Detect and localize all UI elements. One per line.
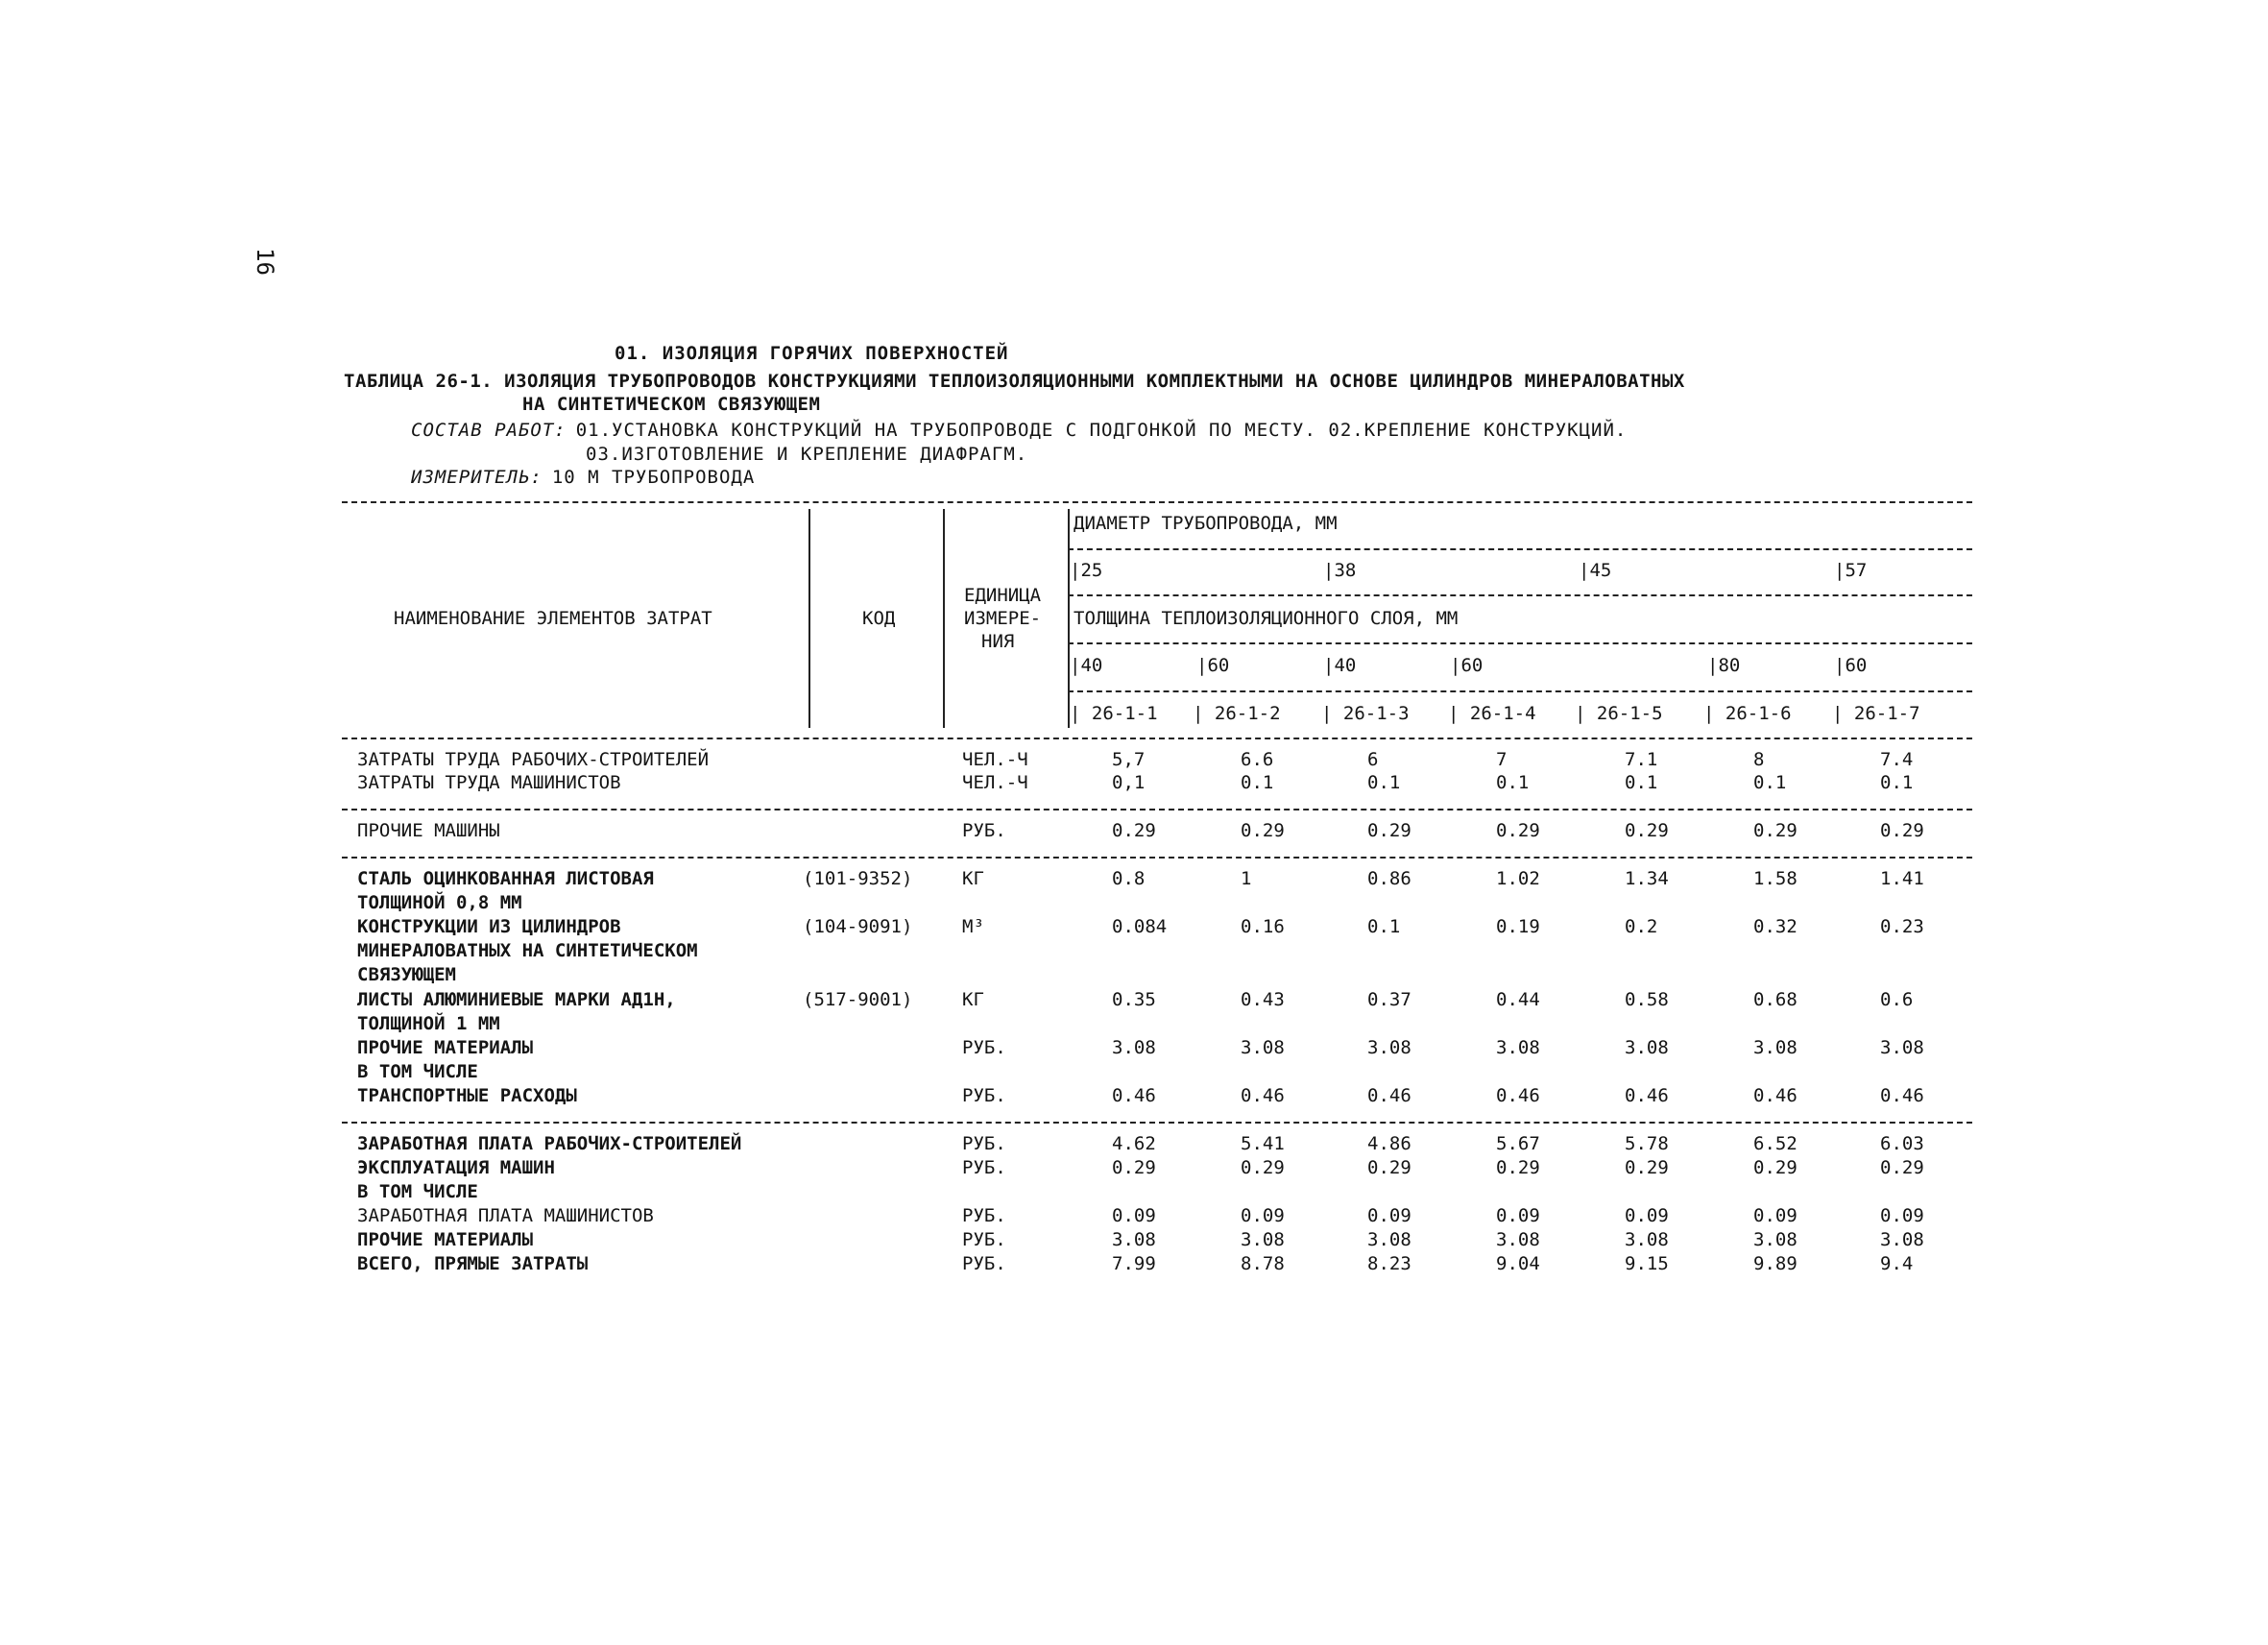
- measurement-label: ИЗМЕРИТЕЛЬ:: [411, 467, 543, 488]
- cost-value: 0.29: [1625, 1157, 1669, 1178]
- cost-value: 0.29: [1367, 1157, 1411, 1178]
- table-title-continuation: НА СИНТЕТИЧЕСКОМ СВЯЗУЮЩЕМ: [522, 394, 821, 415]
- cost-value: 3.08: [1496, 1037, 1540, 1058]
- resource-code: (101-9352): [803, 868, 913, 889]
- cost-value: 0.8: [1112, 868, 1146, 889]
- cost-value: 0.09: [1496, 1205, 1540, 1226]
- cost-value: 9.15: [1625, 1253, 1669, 1274]
- table-top-rule: [342, 501, 1972, 503]
- work-scope-text: 01.УСТАНОВКА КОНСТРУКЦИЙ НА ТРУБОПРОВОДЕ С ПОДГОНКОЙ ПО МЕСТУ. 02.КРЕПЛЕНИЕ КОНСТРУКЦИЙ.: [575, 420, 1628, 441]
- cost-value: 0.29: [1496, 820, 1540, 841]
- unit-of-measure: РУБ.: [962, 1133, 1006, 1154]
- cost-value: 0.29: [1367, 820, 1411, 841]
- cost-value: 0.46: [1496, 1085, 1540, 1106]
- cost-value: 4.62: [1112, 1133, 1156, 1154]
- column-divider: [943, 509, 945, 728]
- header-rule: [1068, 690, 1972, 692]
- section-rule: [342, 857, 1972, 859]
- cost-value: 0.46: [1753, 1085, 1798, 1106]
- header-diameter-value: |38: [1323, 560, 1357, 581]
- cost-value: 0.09: [1625, 1205, 1669, 1226]
- cost-value: 6.03: [1880, 1133, 1924, 1154]
- cost-item-name: ТРАНСПОРТНЫЕ РАСХОДЫ: [357, 1085, 577, 1106]
- cost-value: 0.1: [1241, 772, 1274, 793]
- cost-value: 3.08: [1625, 1229, 1669, 1250]
- cost-value: 0.46: [1112, 1085, 1156, 1106]
- cost-value: 8.78: [1241, 1253, 1285, 1274]
- cost-value: 0.44: [1496, 989, 1540, 1010]
- cost-value: 9.04: [1496, 1253, 1540, 1274]
- cost-value: 6: [1367, 749, 1379, 770]
- cost-item-name: ТОЛЩИНОЙ 1 ММ: [357, 1013, 500, 1034]
- measurement-value: 10 М ТРУБОПРОВОДА: [551, 467, 756, 488]
- unit-of-measure: М³: [962, 916, 984, 937]
- cost-item-name: МИНЕРАЛОВАТНЫХ НА СИНТЕТИЧЕСКОМ: [357, 940, 698, 961]
- cost-item-name: КОНСТРУКЦИИ ИЗ ЦИЛИНДРОВ: [357, 916, 621, 937]
- cost-value: 0.46: [1625, 1085, 1669, 1106]
- unit-of-measure: РУБ.: [962, 1253, 1006, 1274]
- cost-value: 0.1: [1625, 772, 1658, 793]
- cost-value: 0.37: [1367, 989, 1411, 1010]
- header-rule: [1068, 642, 1972, 644]
- cost-value: 3.08: [1241, 1229, 1285, 1250]
- resource-code: (104-9091): [803, 916, 913, 937]
- cost-value: 1.34: [1625, 868, 1669, 889]
- unit-of-measure: КГ: [962, 868, 984, 889]
- cost-value: 0.09: [1753, 1205, 1798, 1226]
- cost-value: 0.6: [1880, 989, 1914, 1010]
- cost-value: 7.99: [1112, 1253, 1156, 1274]
- cost-value: 0.46: [1880, 1085, 1924, 1106]
- cost-value: 0.29: [1496, 1157, 1540, 1178]
- header-thickness-value: |60: [1196, 655, 1230, 676]
- cost-value: 0.2: [1625, 916, 1658, 937]
- unit-of-measure: РУБ.: [962, 1037, 1006, 1058]
- cost-value: 6.6: [1241, 749, 1274, 770]
- cost-value: 7.1: [1625, 749, 1658, 770]
- header-diameter-value: |25: [1070, 560, 1103, 581]
- cost-value: 6.52: [1753, 1133, 1798, 1154]
- cost-value: 1.58: [1753, 868, 1798, 889]
- cost-value: 0.29: [1753, 820, 1798, 841]
- cost-item-name: ТОЛЩИНОЙ 0,8 ММ: [357, 892, 522, 913]
- cost-item-name: В ТОМ ЧИСЛЕ: [357, 1061, 478, 1082]
- cost-value: 0.46: [1367, 1085, 1411, 1106]
- section-rule: [342, 1122, 1972, 1124]
- cost-value: 1.41: [1880, 868, 1924, 889]
- cost-item-name: СТАЛЬ ОЦИНКОВАННАЯ ЛИСТОВАЯ: [357, 868, 654, 889]
- header-unit-column: НИЯ: [981, 631, 1015, 652]
- cost-value: 8: [1753, 749, 1765, 770]
- cost-item-name: ЛИСТЫ АЛЮМИНИЕВЫЕ МАРКИ АД1Н,: [357, 989, 676, 1010]
- cost-value: 7.4: [1880, 749, 1914, 770]
- cost-value: 0,1: [1112, 772, 1146, 793]
- header-code-column: КОД: [862, 608, 896, 629]
- cost-value: 1: [1241, 868, 1252, 889]
- cost-value: 4.86: [1367, 1133, 1411, 1154]
- cost-value: 0.29: [1625, 820, 1669, 841]
- cost-value: 3.08: [1625, 1037, 1669, 1058]
- cost-item-name: ЗАРАБОТНАЯ ПЛАТА РАБОЧИХ-СТРОИТЕЛЕЙ: [357, 1133, 742, 1154]
- header-code-value: | 26-1-6: [1703, 703, 1792, 724]
- header-thickness-value: |40: [1323, 655, 1357, 676]
- unit-of-measure: РУБ.: [962, 1085, 1006, 1106]
- cost-value: 0.58: [1625, 989, 1669, 1010]
- cost-item-name: СВЯЗУЮЩЕМ: [357, 964, 456, 985]
- cost-value: 0.09: [1112, 1205, 1156, 1226]
- header-code-value: | 26-1-7: [1832, 703, 1920, 724]
- column-divider: [808, 509, 810, 728]
- cost-value: 0.09: [1367, 1205, 1411, 1226]
- header-code-value: | 26-1-1: [1070, 703, 1158, 724]
- header-diameter-value: |45: [1579, 560, 1612, 581]
- cost-value: 0.46: [1241, 1085, 1285, 1106]
- cost-item-name: В ТОМ ЧИСЛЕ: [357, 1181, 478, 1202]
- work-scope-label: СОСТАВ РАБОТ:: [411, 420, 567, 441]
- cost-item-name: ЗАТРАТЫ ТРУДА МАШИНИСТОВ: [357, 772, 621, 793]
- header-code-value: | 26-1-5: [1575, 703, 1663, 724]
- cost-value: 1.02: [1496, 868, 1540, 889]
- cost-item-name: ВСЕГО, ПРЯМЫЕ ЗАТРАТЫ: [357, 1253, 589, 1274]
- cost-value: 0.29: [1241, 820, 1285, 841]
- cost-value: 3.08: [1753, 1229, 1798, 1250]
- cost-value: 9.89: [1753, 1253, 1798, 1274]
- column-divider: [1068, 509, 1070, 728]
- unit-of-measure: РУБ.: [962, 1205, 1006, 1226]
- unit-of-measure: ЧЕЛ.-Ч: [962, 749, 1028, 770]
- resource-code: (517-9001): [803, 989, 913, 1010]
- measurement-unit: [411, 467, 755, 488]
- unit-of-measure: КГ: [962, 989, 984, 1010]
- unit-of-measure: РУБ.: [962, 1157, 1006, 1178]
- cost-value: 0.19: [1496, 916, 1540, 937]
- cost-item-name: ЗАТРАТЫ ТРУДА РАБОЧИХ-СТРОИТЕЛЕЙ: [357, 749, 710, 770]
- header-thickness-value: |80: [1707, 655, 1741, 676]
- cost-value: 7: [1496, 749, 1508, 770]
- header-thickness-value: |60: [1450, 655, 1484, 676]
- header-unit-column: ИЗМЕРЕ-: [964, 608, 1042, 629]
- cost-value: 3.08: [1112, 1229, 1156, 1250]
- cost-value: 0.1: [1753, 772, 1787, 793]
- header-name-column: НАИМЕНОВАНИЕ ЭЛЕМЕНТОВ ЗАТРАТ: [394, 608, 712, 629]
- header-thickness-value: |60: [1834, 655, 1868, 676]
- cost-value: 0.35: [1112, 989, 1156, 1010]
- header-code-value: | 26-1-3: [1321, 703, 1410, 724]
- cost-value: 0.68: [1753, 989, 1798, 1010]
- unit-of-measure: РУБ.: [962, 1229, 1006, 1250]
- cost-value: 0.29: [1241, 1157, 1285, 1178]
- table-title: ТАБЛИЦА 26-1. ИЗОЛЯЦИЯ ТРУБОПРОВОДОВ КОНСТРУКЦИЯМИ ТЕПЛОИЗОЛЯЦИОННЫМИ КОМПЛЕКТНЫМИ НА ОСНОВЕ ЦИЛИНДРОВ МИНЕРАЛОВАТНЫХ: [344, 371, 1685, 392]
- header-code-value: | 26-1-4: [1448, 703, 1536, 724]
- cost-value: 0.1: [1880, 772, 1914, 793]
- header-bottom-rule: [342, 738, 1972, 739]
- cost-value: 0.1: [1496, 772, 1530, 793]
- cost-value: 3.08: [1880, 1037, 1924, 1058]
- cost-item-name: ЭКСПЛУАТАЦИЯ МАШИН: [357, 1157, 555, 1178]
- cost-value: 0.084: [1112, 916, 1168, 937]
- header-thickness-label: ТОЛЩИНА ТЕПЛОИЗОЛЯЦИОННОГО СЛОЯ, ММ: [1074, 608, 1459, 629]
- cost-value: 0.43: [1241, 989, 1285, 1010]
- cost-value: 0.29: [1753, 1157, 1798, 1178]
- section-title: 01. ИЗОЛЯЦИЯ ГОРЯЧИХ ПОВЕРХНОСТЕЙ: [615, 343, 1009, 364]
- cost-item-name: ПРОЧИЕ МАТЕРИАЛЫ: [357, 1037, 534, 1058]
- cost-value: 3.08: [1367, 1229, 1411, 1250]
- cost-value: 3.08: [1241, 1037, 1285, 1058]
- cost-item-name: ПРОЧИЕ МАТЕРИАЛЫ: [357, 1229, 534, 1250]
- cost-value: 3.08: [1112, 1037, 1156, 1058]
- header-thickness-value: |40: [1070, 655, 1103, 676]
- cost-value: 0.29: [1112, 820, 1156, 841]
- header-rule: [1068, 594, 1972, 596]
- cost-item-name: ПРОЧИЕ МАШИНЫ: [357, 820, 500, 841]
- page-number: 16: [252, 248, 278, 276]
- header-unit-column: ЕДИНИЦА: [964, 585, 1042, 606]
- cost-value: 0.1: [1367, 772, 1401, 793]
- header-diameter-label: ДИАМЕТР ТРУБОПРОВОДА, ММ: [1074, 513, 1338, 534]
- cost-value: 5.78: [1625, 1133, 1669, 1154]
- header-code-value: | 26-1-2: [1193, 703, 1281, 724]
- cost-value: 0.09: [1880, 1205, 1924, 1226]
- header-rule: [1068, 548, 1972, 550]
- cost-value: 5,7: [1112, 749, 1146, 770]
- cost-value: 0.86: [1367, 868, 1411, 889]
- cost-value: 0.32: [1753, 916, 1798, 937]
- work-scope-continuation: 03.ИЗГОТОВЛЕНИЕ И КРЕПЛЕНИЕ ДИАФРАГМ.: [586, 444, 1028, 465]
- cost-value: 0.16: [1241, 916, 1285, 937]
- cost-value: 0.09: [1241, 1205, 1285, 1226]
- cost-value: 0.29: [1112, 1157, 1156, 1178]
- cost-value: 3.08: [1753, 1037, 1798, 1058]
- cost-value: 9.4: [1880, 1253, 1914, 1274]
- cost-item-name: ЗАРАБОТНАЯ ПЛАТА МАШИНИСТОВ: [357, 1205, 654, 1226]
- section-rule: [342, 809, 1972, 810]
- unit-of-measure: РУБ.: [962, 820, 1006, 841]
- header-diameter-value: |57: [1834, 560, 1868, 581]
- cost-value: 3.08: [1496, 1229, 1540, 1250]
- cost-value: 0.29: [1880, 820, 1924, 841]
- unit-of-measure: ЧЕЛ.-Ч: [962, 772, 1028, 793]
- work-scope: [411, 420, 1627, 441]
- cost-value: 0.1: [1367, 916, 1401, 937]
- cost-value: 0.23: [1880, 916, 1924, 937]
- cost-value: 8.23: [1367, 1253, 1411, 1274]
- cost-value: 3.08: [1880, 1229, 1924, 1250]
- cost-value: 5.67: [1496, 1133, 1540, 1154]
- cost-value: 3.08: [1367, 1037, 1411, 1058]
- cost-value: 0.29: [1880, 1157, 1924, 1178]
- cost-value: 5.41: [1241, 1133, 1285, 1154]
